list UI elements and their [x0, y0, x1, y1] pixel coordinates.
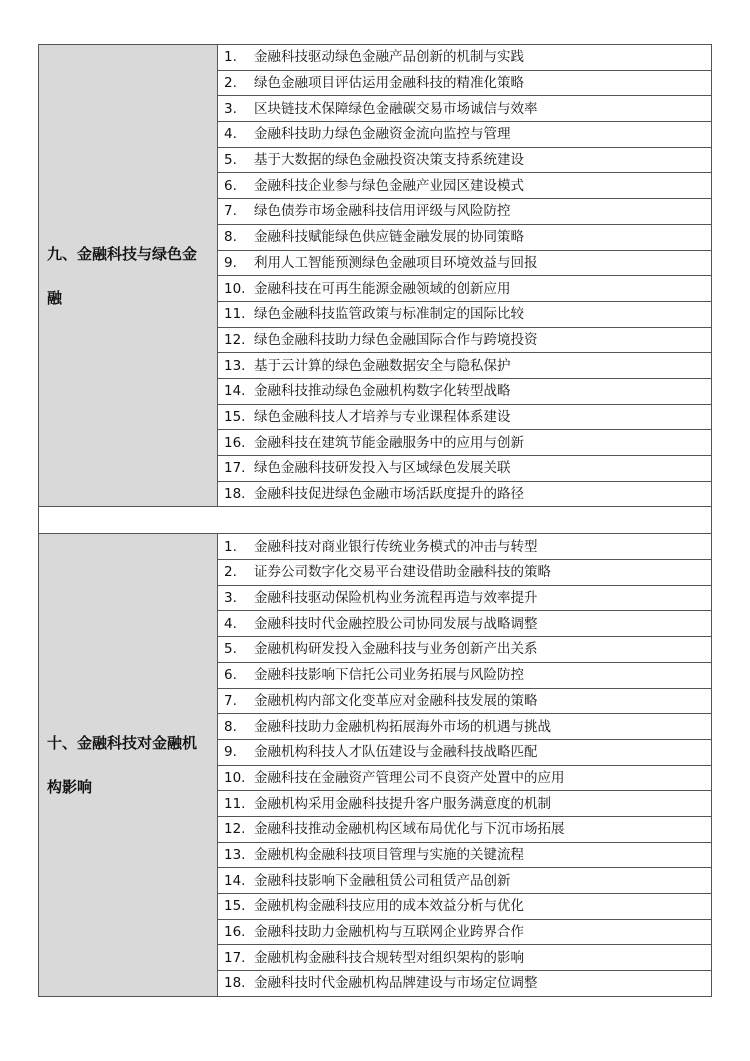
topic-number: 13.: [224, 846, 246, 863]
topic-number: 17.: [224, 460, 246, 477]
topic-text: 金融科技促进绿色金融市场活跃度提升的路径: [254, 486, 524, 503]
topic-text: 金融科技企业参与绿色金融产业园区建设模式: [254, 177, 524, 194]
topic-text: 绿色债券市场金融科技信用评级与风险防控: [254, 203, 511, 220]
topic-cell: [218, 250, 712, 276]
topic-number: 11.: [224, 795, 246, 812]
topic-cell: [218, 688, 712, 714]
topic-number: 17.: [224, 949, 246, 966]
topic-cell: [218, 404, 712, 430]
topic-number: 10.: [224, 280, 246, 297]
topic-cell: [218, 560, 712, 586]
topic-row: [39, 534, 712, 560]
topic-cell: [218, 611, 712, 637]
topic-cell: [218, 842, 712, 868]
topic-number: 8.: [224, 718, 237, 735]
topic-number: 18.: [224, 975, 246, 992]
topic-number: 1.: [224, 538, 237, 555]
topic-number: 2.: [224, 75, 237, 92]
topic-cell: [218, 739, 712, 765]
topic-number: 3.: [224, 100, 237, 117]
topic-number: 4.: [224, 126, 237, 143]
topic-number: 11.: [224, 306, 246, 323]
topic-cell: [218, 816, 712, 842]
topic-text: 金融科技赋能绿色供应链金融发展的协同策略: [254, 229, 524, 246]
topic-cell: [218, 481, 712, 507]
topic-cell: [218, 868, 712, 894]
topic-number: 14.: [224, 383, 246, 400]
topic-text: 金融科技助力金融机构与互联网企业跨界合作: [254, 924, 524, 941]
topic-cell: [218, 919, 712, 945]
category-title: 九、金融科技与绿色金融: [47, 244, 198, 307]
topic-number: 7.: [224, 203, 237, 220]
topic-cell: [218, 662, 712, 688]
topic-text: 金融科技驱动保险机构业务流程再造与效率提升: [254, 590, 538, 607]
spacer-cell: [39, 507, 712, 534]
topic-text: 绿色金融科技研发投入与区域绿色发展关联: [254, 460, 511, 477]
topic-number: 9.: [224, 254, 237, 271]
topic-text: 金融机构金融科技应用的成本效益分析与优化: [254, 898, 524, 915]
topic-cell: [218, 301, 712, 327]
topic-text: 金融科技助力金融机构拓展海外市场的机遇与挑战: [254, 718, 551, 735]
topic-cell: [218, 45, 712, 71]
topics-table: [38, 44, 712, 997]
topic-number: 6.: [224, 177, 237, 194]
topic-number: 5.: [224, 641, 237, 658]
topic-cell: [218, 637, 712, 663]
topic-cell: [218, 199, 712, 225]
topic-number: 7.: [224, 692, 237, 709]
topic-number: 3.: [224, 590, 237, 607]
topic-cell: [218, 430, 712, 456]
topic-cell: [218, 327, 712, 353]
topic-number: 10.: [224, 769, 246, 786]
topic-number: 6.: [224, 667, 237, 684]
topic-cell: [218, 585, 712, 611]
topic-cell: [218, 276, 712, 302]
topic-number: 8.: [224, 229, 237, 246]
topic-number: 2.: [224, 564, 237, 581]
topic-text: 基于大数据的绿色金融投资决策支持系统建设: [254, 152, 524, 169]
topic-text: 基于云计算的绿色金融数据安全与隐私保护: [254, 357, 511, 374]
topic-text: 金融科技影响下金融租赁公司租赁产品创新: [254, 872, 511, 889]
topic-text: 金融科技在金融资产管理公司不良资产处置中的应用: [254, 769, 565, 786]
topic-text: 金融科技推动金融机构区域布局优化与下沉市场拓展: [254, 821, 565, 838]
topic-cell: [218, 378, 712, 404]
topic-text: 金融科技影响下信托公司业务拓展与风险防控: [254, 667, 524, 684]
topic-cell: [218, 534, 712, 560]
topic-cell: [218, 147, 712, 173]
topic-number: 13.: [224, 357, 246, 374]
category-cell: [39, 45, 218, 507]
topic-number: 12.: [224, 821, 246, 838]
topic-cell: [218, 96, 712, 122]
topic-number: 4.: [224, 615, 237, 632]
topic-number: 16.: [224, 924, 246, 941]
topic-number: 12.: [224, 331, 246, 348]
topic-cell: [218, 456, 712, 482]
topic-text: 绿色金融科技监管政策与标准制定的国际比较: [254, 306, 524, 323]
topic-number: 5.: [224, 152, 237, 169]
topic-cell: [218, 173, 712, 199]
topic-text: 金融科技对商业银行传统业务模式的冲击与转型: [254, 538, 538, 555]
topic-text: 证券公司数字化交易平台建设借助金融科技的策略: [254, 564, 551, 581]
topic-text: 金融科技在建筑节能金融服务中的应用与创新: [254, 434, 524, 451]
topic-text: 绿色金融科技人才培养与专业课程体系建设: [254, 408, 511, 425]
topic-cell: [218, 945, 712, 971]
topic-number: 16.: [224, 434, 246, 451]
topic-text: 金融科技推动绿色金融机构数字化转型战略: [254, 383, 511, 400]
topic-cell: [218, 894, 712, 920]
topic-text: 利用人工智能预测绿色金融项目环境效益与回报: [254, 254, 538, 271]
topic-cell: [218, 353, 712, 379]
topic-text: 绿色金融科技助力绿色金融国际合作与跨境投资: [254, 331, 538, 348]
topic-cell: [218, 791, 712, 817]
topic-cell: [218, 224, 712, 250]
topic-text: 金融科技在可再生能源金融领域的创新应用: [254, 280, 511, 297]
topic-number: 18.: [224, 486, 246, 503]
topic-row: [39, 45, 712, 71]
topic-cell: [218, 70, 712, 96]
topic-text: 金融机构采用金融科技提升客户服务满意度的机制: [254, 795, 551, 812]
topic-text: 金融机构研发投入金融科技与业务创新产出关系: [254, 641, 538, 658]
spacer-row: [39, 507, 712, 534]
topic-cell: [218, 971, 712, 997]
topic-text: 金融科技助力绿色金融资金流向监控与管理: [254, 126, 511, 143]
topic-number: 15.: [224, 898, 246, 915]
topic-text: 金融机构金融科技项目管理与实施的关键流程: [254, 846, 524, 863]
topic-text: 绿色金融项目评估运用金融科技的精准化策略: [254, 75, 524, 92]
topic-number: 9.: [224, 744, 237, 761]
topic-cell: [218, 765, 712, 791]
category-cell: [39, 534, 218, 996]
topic-cell: [218, 714, 712, 740]
topic-text: 金融机构科技人才队伍建设与金融科技战略匹配: [254, 744, 538, 761]
topic-number: 15.: [224, 408, 246, 425]
topic-number: 14.: [224, 872, 246, 889]
topic-text: 金融科技时代金融控股公司协同发展与战略调整: [254, 615, 538, 632]
topic-text: 金融机构金融科技合规转型对组织架构的影响: [254, 949, 524, 966]
topic-cell: [218, 122, 712, 148]
topic-text: 区块链技术保障绿色金融碳交易市场诚信与效率: [254, 100, 538, 117]
topic-number: 1.: [224, 49, 237, 66]
category-title: 十、金融科技对金融机构影响: [47, 734, 198, 797]
topic-text: 金融机构内部文化变革应对金融科技发展的策略: [254, 692, 538, 709]
topic-text: 金融科技时代金融机构品牌建设与市场定位调整: [254, 975, 538, 992]
topic-text: 金融科技驱动绿色金融产品创新的机制与实践: [254, 49, 524, 66]
